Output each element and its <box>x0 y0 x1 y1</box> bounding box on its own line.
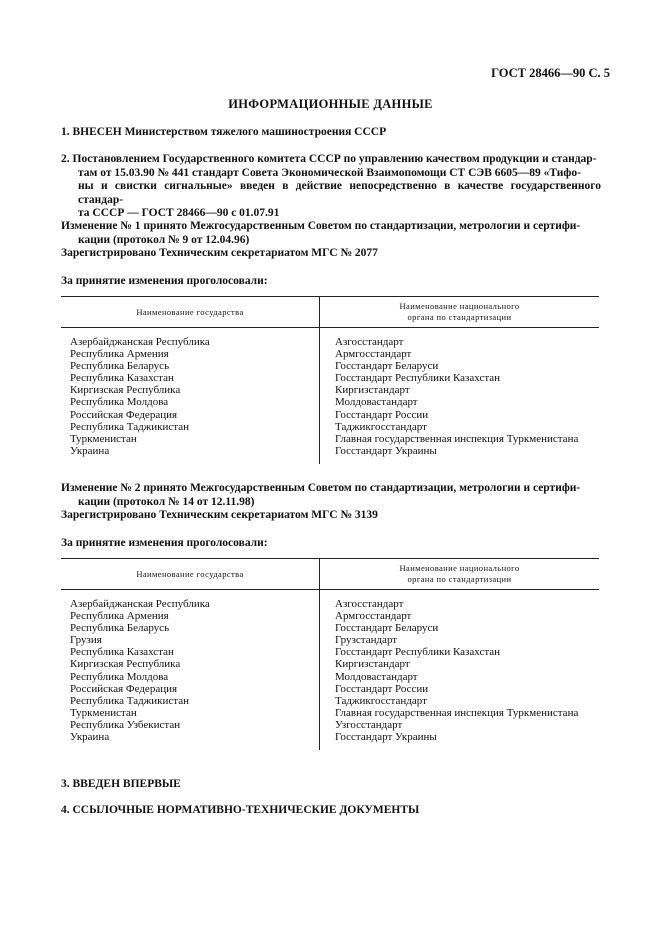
table-row <box>61 360 599 372</box>
change-2-line-2: кации (протокол № 14 от 12.11.98) <box>78 495 255 508</box>
change-1-line-1: Изменение № 1 принято Межгосударственным Советом по стандартизации, метрологии и сертифи- <box>61 220 581 232</box>
column-header-body-line-1: Наименование национального <box>399 563 520 573</box>
table-body <box>61 590 599 743</box>
change-1-table <box>61 296 599 457</box>
state-name-cell: Республика Казахстан <box>70 646 174 659</box>
table-row <box>61 731 599 743</box>
state-name-cell: Азербайджанская Республика <box>70 598 210 610</box>
change-2-table <box>61 558 599 743</box>
change-1-text <box>61 220 601 247</box>
table-row <box>61 433 599 445</box>
standards-body-cell: Госстандарт Украины <box>335 444 437 457</box>
change-1-voted: За принятие изменения проголосовали: <box>61 275 268 287</box>
standards-body-cell: Молдовастандарт <box>335 396 418 409</box>
standards-body-cell: Армгосстандарт <box>335 610 412 623</box>
standards-body-cell: Главная государственная инспекция Туркменистана <box>335 432 579 445</box>
table-row <box>61 683 599 695</box>
column-header-state: Наименование государства <box>136 569 244 579</box>
state-name-cell: Российская Федерация <box>70 682 178 695</box>
standards-body-cell: Главная государственная инспекция Туркменистана <box>335 706 579 719</box>
change-2-registered: Зарегистрировано Техническим секретариатом МГС № 3139 <box>61 509 378 521</box>
standards-body-cell: Госстандарт России <box>335 682 429 695</box>
item-2-line-2: там от 15.03.90 № 441 стандарт Совета Экономической Взаимопомощи СТ СЭВ 6605—89 «Тифо- <box>78 166 581 179</box>
state-name-cell: Украина <box>70 444 110 457</box>
change-1-line-2: кации (протокол № 9 от 12.04.96) <box>78 233 250 246</box>
standards-body-cell: Таджикгосстандарт <box>335 420 427 433</box>
standards-body-cell: Госстандарт России <box>335 408 429 421</box>
item-4: 4. ССЫЛОЧНЫЕ НОРМАТИВНО-ТЕХНИЧЕСКИЕ ДОКУМЕНТЫ <box>61 804 420 816</box>
table-row <box>61 671 599 683</box>
item-1: 1. ВНЕСЕН Министерством тяжелого машиностроения СССР <box>61 126 387 138</box>
table-header <box>61 297 599 328</box>
standards-body-cell: Госстандарт Украины <box>335 731 437 744</box>
standards-body-cell: Азгосстандарт <box>335 598 404 610</box>
column-header-body-line-2: органа по стандартизации <box>407 312 512 322</box>
item-2-line-3: ны и свистки сигнальные» введен в действие непосредственно в качестве государственного стандар- <box>78 180 601 206</box>
item-3: 3. ВВЕДЕН ВПЕРВЫЕ <box>61 778 181 790</box>
table-row <box>61 396 599 408</box>
standards-body-cell: Госстандарт Беларуси <box>335 622 439 635</box>
column-header-body <box>320 559 599 589</box>
table-row <box>61 658 599 670</box>
table-row <box>61 384 599 396</box>
table-row <box>61 336 599 348</box>
change-2-text <box>61 482 601 509</box>
table-row <box>61 409 599 421</box>
state-name-cell: Республика Таджикистан <box>70 694 189 707</box>
standards-body-cell: Армгосстандарт <box>335 348 412 361</box>
table-row <box>61 445 599 457</box>
table-row <box>61 634 599 646</box>
page-title: ИНФОРМАЦИОННЫЕ ДАННЫЕ <box>228 97 433 111</box>
standards-body-cell: Грузстандарт <box>335 634 398 647</box>
column-header-body-line-2: органа по стандартизации <box>407 574 512 584</box>
state-name-cell: Туркменистан <box>70 706 137 719</box>
state-name-cell: Украина <box>70 731 110 744</box>
state-name-cell: Российская Федерация <box>70 408 178 421</box>
item-2-line-4: та СССР — ГОСТ 28466—90 с 01.07.91 <box>78 207 280 219</box>
state-name-cell: Республика Молдова <box>70 396 169 409</box>
state-name-cell: Республика Таджикистан <box>70 420 189 433</box>
state-name-cell: Республика Армения <box>70 610 169 623</box>
table-row <box>61 695 599 707</box>
column-header-state: Наименование государства <box>136 307 244 317</box>
state-name-cell: Республика Молдова <box>70 670 169 683</box>
standards-body-cell: Таджикгосстандарт <box>335 694 427 707</box>
table-row <box>61 622 599 634</box>
table-row <box>61 646 599 658</box>
item-2 <box>61 153 601 221</box>
standards-body-cell: Азгосстандарт <box>335 336 404 348</box>
table-row <box>61 372 599 384</box>
standards-body-cell: Госстандарт Республики Казахстан <box>335 646 501 659</box>
state-name-cell: Киргизская Республика <box>70 384 181 397</box>
item-2-line-1: 2. Постановлением Государственного комитета СССР по управлению качеством продукции и стандар- <box>61 153 597 165</box>
table-row <box>61 421 599 433</box>
table-row <box>61 598 599 610</box>
change-1-registered: Зарегистрировано Техническим секретариатом МГС № 2077 <box>61 247 378 259</box>
state-name-cell: Грузия <box>70 634 102 647</box>
state-name-cell: Азербайджанская Республика <box>70 336 210 348</box>
change-2-line-1: Изменение № 2 принято Межгосударственным Советом по стандартизации, метрологии и сертифи- <box>61 482 581 494</box>
column-header-body-line-1: Наименование национального <box>399 301 520 311</box>
state-name-cell: Республика Узбекистан <box>70 718 181 731</box>
state-name-cell: Республика Казахстан <box>70 372 174 385</box>
table-row <box>61 348 599 360</box>
standards-body-cell: Госстандарт Республики Казахстан <box>335 372 501 385</box>
state-name-cell: Республика Армения <box>70 348 169 361</box>
state-name-cell: Туркменистан <box>70 432 137 445</box>
table-header <box>61 559 599 590</box>
table-row <box>61 719 599 731</box>
table-body <box>61 328 599 457</box>
standards-body-cell: Госстандарт Беларуси <box>335 360 439 373</box>
table-row <box>61 707 599 719</box>
state-name-cell: Киргизская Республика <box>70 658 181 671</box>
table-row <box>61 610 599 622</box>
change-2-voted: За принятие изменения проголосовали: <box>61 537 268 549</box>
standards-body-cell: Киргизстандарт <box>335 384 410 397</box>
state-name-cell: Республика Беларусь <box>70 360 170 373</box>
state-name-cell: Республика Беларусь <box>70 622 170 635</box>
page-reference: ГОСТ 28466—90 С. 5 <box>491 66 610 80</box>
standards-body-cell: Молдовастандарт <box>335 670 418 683</box>
standards-body-cell: Узгосстандарт <box>335 718 403 731</box>
standards-body-cell: Киргизстандарт <box>335 658 410 671</box>
column-header-body <box>320 297 599 327</box>
